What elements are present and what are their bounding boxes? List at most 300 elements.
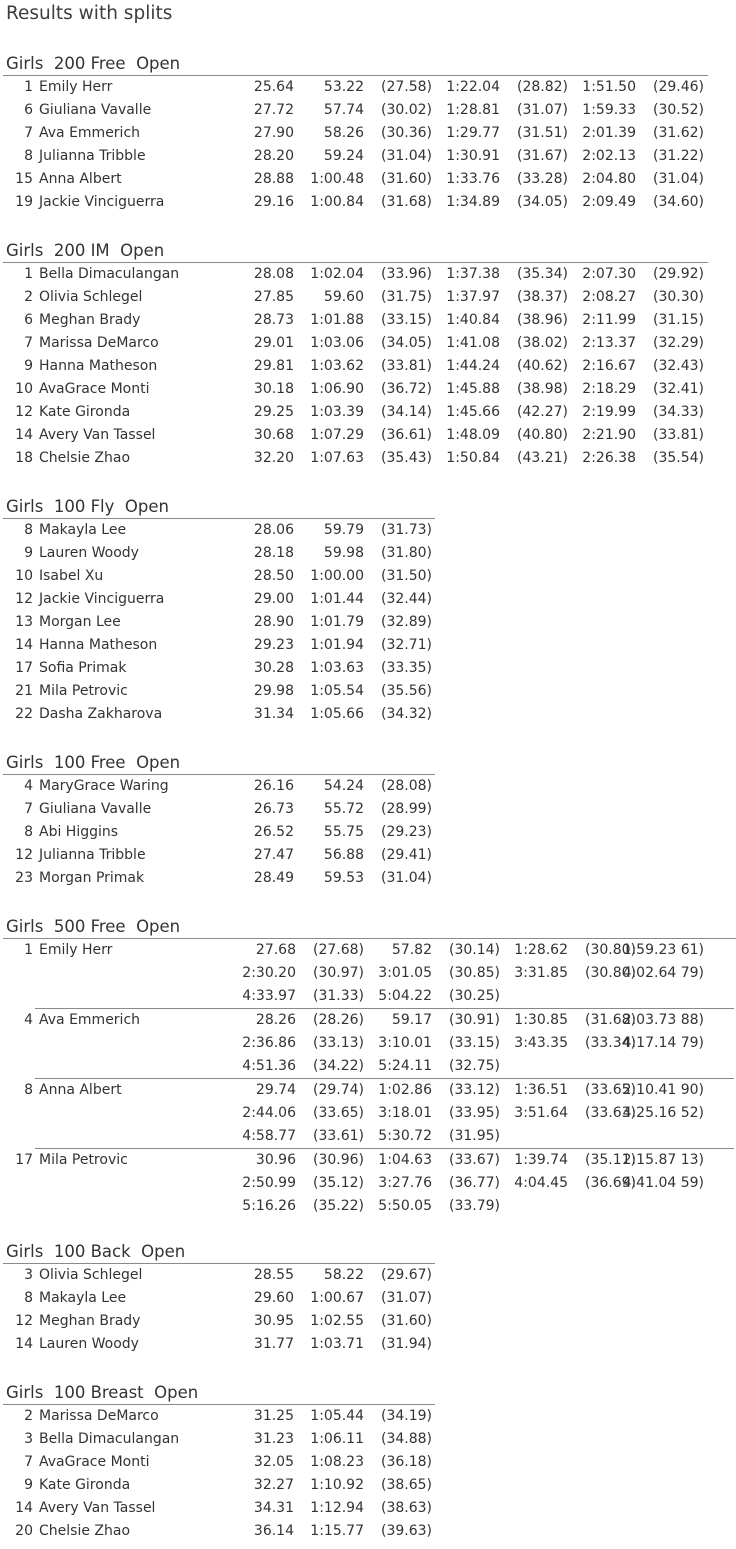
- split-time: 2:44.06: [242, 1105, 296, 1121]
- split-time: (35.22): [312, 1198, 364, 1214]
- split-time: (36.72): [380, 381, 432, 397]
- place: 12: [15, 847, 33, 863]
- split-time: (43.21): [516, 450, 568, 466]
- event-100-free: [0, 752, 435, 890]
- split-line: [0, 1125, 736, 1148]
- split-time: 25.64: [253, 79, 294, 95]
- split-time: (33.61): [312, 1128, 364, 1144]
- split-time: 28.88: [253, 171, 294, 187]
- split-time: 27.72: [253, 102, 294, 118]
- split-time: 1:00.48: [310, 171, 364, 187]
- swimmer-name: Julianna Tribble: [39, 847, 146, 863]
- split-time: (30.25): [448, 988, 500, 1004]
- split-time: (29.41): [380, 847, 432, 863]
- place: 17: [15, 660, 33, 676]
- split-time: 1:30.85: [514, 1012, 568, 1028]
- place: 7: [24, 125, 33, 141]
- split-time: (35.12): [312, 1175, 364, 1191]
- split-time: (33.13): [312, 1035, 364, 1051]
- split-time: 29.98: [253, 683, 294, 699]
- split-time: (32.29): [652, 335, 704, 351]
- split-time: (31.62): [652, 125, 704, 141]
- split-time: 30.68: [253, 427, 294, 443]
- split-time: (38.02): [516, 335, 568, 351]
- result-row: [0, 1287, 435, 1310]
- swimmer-name: Hanna Matheson: [39, 637, 158, 653]
- split-time: 5:16.26: [242, 1198, 296, 1214]
- split-time: 57.82: [391, 942, 432, 958]
- swimmer-name: Avery Van Tassel: [39, 1500, 156, 1516]
- split-time: 26.16: [253, 778, 294, 794]
- result-row: [0, 867, 435, 890]
- split-time: 28.06: [253, 522, 294, 538]
- split-time: (31.33): [312, 988, 364, 1004]
- split-time: (30.91): [448, 1012, 500, 1028]
- result-row: [0, 703, 435, 726]
- result-row: [0, 447, 708, 470]
- swimmer-name: Giuliana Vavalle: [39, 801, 152, 817]
- split-time: 3:01.05: [378, 965, 432, 981]
- split-time: 5:24.11: [378, 1058, 432, 1074]
- split-time: 5:50.05: [378, 1198, 432, 1214]
- split-time: 4:41.04 59): [622, 1175, 704, 1191]
- split-time: 1:39.74: [514, 1152, 568, 1168]
- place: 7: [24, 801, 33, 817]
- split-time: (33.35): [380, 660, 432, 676]
- split-time: 28.55: [253, 1267, 294, 1283]
- event-title: Girls 100 Back Open: [6, 1242, 186, 1261]
- split-time: 1:03.71: [310, 1336, 364, 1352]
- result-row: [0, 168, 708, 191]
- event-200-free: [0, 53, 708, 214]
- place: 8: [24, 824, 33, 840]
- split-time: 1:37.38: [446, 266, 500, 282]
- place: 6: [24, 102, 33, 118]
- split-time: 59.60: [323, 289, 364, 305]
- result-row: [0, 401, 708, 424]
- split-time: 1:12.94: [310, 1500, 364, 1516]
- split-time: (40.62): [516, 358, 568, 374]
- swimmer-name: Mila Petrovic: [39, 683, 128, 699]
- split-time: 55.75: [323, 824, 364, 840]
- split-time: 2:03.73 88): [622, 1012, 704, 1028]
- swimmer-name: Anna Albert: [39, 171, 122, 187]
- split-time: 27.47: [253, 847, 294, 863]
- split-time: 1:59.33: [582, 102, 636, 118]
- split-time: 29.01: [253, 335, 294, 351]
- split-time: 2:30.20: [242, 965, 296, 981]
- swimmer-name: Emily Herr: [39, 79, 113, 95]
- split-line: [0, 1195, 736, 1218]
- place: 12: [15, 404, 33, 420]
- split-time: 2:09.49: [582, 194, 636, 210]
- swimmer-name: Dasha Zakharova: [39, 706, 163, 722]
- split-time: 53.22: [323, 79, 364, 95]
- split-time: 2:18.29: [582, 381, 636, 397]
- split-time: 30.28: [253, 660, 294, 676]
- split-time: 28.20: [253, 148, 294, 164]
- split-time: 1:04.63: [378, 1152, 432, 1168]
- split-time: 5:04.22: [378, 988, 432, 1004]
- split-time: 59.79: [323, 522, 364, 538]
- split-time: 29.60: [253, 1290, 294, 1306]
- split-time: 29.81: [253, 358, 294, 374]
- split-time: (30.14): [448, 942, 500, 958]
- swimmer-name: Mila Petrovic: [39, 1152, 128, 1168]
- place: 8: [24, 148, 33, 164]
- place: 8: [24, 522, 33, 538]
- swimmer-name: AvaGrace Monti: [39, 381, 150, 397]
- event-500-free: [0, 916, 736, 1218]
- split-time: (34.60): [652, 194, 704, 210]
- split-line: [0, 985, 736, 1008]
- place: 12: [15, 591, 33, 607]
- swimmer-name: Isabel Xu: [39, 568, 104, 584]
- result-row: [0, 355, 708, 378]
- split-time: 1:51.50: [582, 79, 636, 95]
- split-time: 2:01.39: [582, 125, 636, 141]
- split-time: (31.73): [380, 522, 432, 538]
- place: 23: [15, 870, 33, 886]
- place: 12: [15, 1313, 33, 1329]
- split-time: 34.31: [253, 1500, 294, 1516]
- swimmer-name: Olivia Schlegel: [39, 1267, 143, 1283]
- result-row: [0, 263, 708, 286]
- result-row: [0, 1310, 435, 1333]
- split-time: (34.05): [380, 335, 432, 351]
- split-time: 28.90: [253, 614, 294, 630]
- split-time: (31.94): [380, 1336, 432, 1352]
- swimmer-name: Lauren Woody: [39, 1336, 139, 1352]
- split-time: 4:17.14 79): [622, 1035, 704, 1051]
- split-time: 29.74: [255, 1082, 296, 1098]
- split-time: (30.85): [448, 965, 500, 981]
- place: 14: [15, 1336, 33, 1352]
- split-time: 1:22.04: [446, 79, 500, 95]
- result-row: [0, 122, 708, 145]
- place: 1: [24, 942, 33, 958]
- place: 19: [15, 194, 33, 210]
- split-time: 1:15.77: [310, 1523, 364, 1539]
- result-row: [0, 1451, 435, 1474]
- split-time: (33.96): [380, 266, 432, 282]
- result-row: [0, 309, 708, 332]
- swimmer-name: Chelsie Zhao: [39, 450, 131, 466]
- split-line: [0, 1102, 736, 1125]
- place: 3: [24, 1431, 33, 1447]
- place: 1: [24, 79, 33, 95]
- split-time: 4:02.64 79): [622, 965, 704, 981]
- split-time: 4:33.97: [242, 988, 296, 1004]
- split-line: [0, 1172, 736, 1195]
- split-time: (33.81): [652, 427, 704, 443]
- split-time: 59.98: [323, 545, 364, 561]
- result-row: [0, 76, 708, 99]
- place: 7: [24, 1454, 33, 1470]
- result-row: [0, 424, 708, 447]
- split-time: (31.04): [652, 171, 704, 187]
- split-time: 1:59.23 61): [622, 942, 704, 958]
- split-time: (34.05): [516, 194, 568, 210]
- split-time: (31.15): [652, 312, 704, 328]
- split-time: 1:03.39: [310, 404, 364, 420]
- result-row: [0, 1497, 435, 1520]
- split-time: 1:05.54: [310, 683, 364, 699]
- event-title: Girls 100 Fly Open: [6, 497, 169, 516]
- result-row: [0, 99, 708, 122]
- place: 8: [24, 1290, 33, 1306]
- split-time: 1:03.62: [310, 358, 364, 374]
- split-time: (34.33): [652, 404, 704, 420]
- event-title: Girls 500 Free Open: [6, 917, 181, 936]
- split-time: (38.63): [380, 1500, 432, 1516]
- place: 17: [15, 1152, 33, 1168]
- swimmer-name: Lauren Woody: [39, 545, 139, 561]
- event-title: Girls 100 Breast Open: [6, 1383, 199, 1402]
- split-time: (27.68): [312, 942, 364, 958]
- split-time: 31.23: [253, 1431, 294, 1447]
- split-time: 2:11.99: [582, 312, 636, 328]
- split-time: 28.50: [253, 568, 294, 584]
- result-row: [0, 1474, 435, 1497]
- split-time: 1:01.94: [310, 637, 364, 653]
- result-row: [0, 611, 435, 634]
- split-time: 1:07.29: [310, 427, 364, 443]
- swimmer-name: Marissa DeMarco: [39, 1408, 159, 1424]
- swimmer-name: Bella Dimaculangan: [39, 266, 180, 282]
- split-time: 26.52: [253, 824, 294, 840]
- split-time: (34.88): [380, 1431, 432, 1447]
- split-time: 30.18: [253, 381, 294, 397]
- split-time: 29.00: [253, 591, 294, 607]
- split-time: 2:36.86: [242, 1035, 296, 1051]
- result-row: [0, 1520, 435, 1543]
- split-time: (33.15): [448, 1035, 500, 1051]
- split-time: 1:29.77: [446, 125, 500, 141]
- split-time: (30.36): [380, 125, 432, 141]
- result-row: [0, 378, 708, 401]
- split-time: (31.07): [516, 102, 568, 118]
- split-time: 1:44.24: [446, 358, 500, 374]
- split-time: (35.56): [380, 683, 432, 699]
- split-time: 1:06.90: [310, 381, 364, 397]
- split-time: 1:06.11: [310, 1431, 364, 1447]
- place: 4: [24, 778, 33, 794]
- split-time: (30.52): [652, 102, 704, 118]
- split-time: (32.75): [448, 1058, 500, 1074]
- split-line: [0, 962, 736, 985]
- split-time: (29.46): [652, 79, 704, 95]
- split-time: (31.80): [380, 545, 432, 561]
- split-time: 1:48.09: [446, 427, 500, 443]
- swimmer-name: Marissa DeMarco: [39, 335, 159, 351]
- split-time: (32.89): [380, 614, 432, 630]
- event-100-back: [0, 1241, 435, 1356]
- split-time: 27.85: [253, 289, 294, 305]
- split-time: 1:03.06: [310, 335, 364, 351]
- result-row: [0, 657, 435, 680]
- event-title: Girls 200 IM Open: [6, 241, 165, 260]
- swimmer-name: Hanna Matheson: [39, 358, 158, 374]
- place: 9: [24, 545, 33, 561]
- split-time: 1:30.91: [446, 148, 500, 164]
- split-time: (32.44): [380, 591, 432, 607]
- split-time: 29.16: [253, 194, 294, 210]
- split-time: (30.02): [380, 102, 432, 118]
- place: 3: [24, 1267, 33, 1283]
- split-time: (27.58): [380, 79, 432, 95]
- split-time: 1:41.08: [446, 335, 500, 351]
- place: 14: [15, 1500, 33, 1516]
- split-time: (38.37): [516, 289, 568, 305]
- swimmer-name: Olivia Schlegel: [39, 289, 143, 305]
- swimmer-name: Avery Van Tassel: [39, 427, 156, 443]
- split-time: 56.88: [323, 847, 364, 863]
- split-time: 1:00.84: [310, 194, 364, 210]
- split-time: 1:33.76: [446, 171, 500, 187]
- place: 1: [24, 266, 33, 282]
- split-time: (34.14): [380, 404, 432, 420]
- split-time: (30.30): [652, 289, 704, 305]
- event-100-breast: [0, 1382, 435, 1543]
- split-time: 28.26: [255, 1012, 296, 1028]
- event-100-fly: [0, 496, 435, 726]
- split-time: 57.74: [323, 102, 364, 118]
- split-time: 2:02.13: [582, 148, 636, 164]
- split-time: (31.68): [380, 194, 432, 210]
- swimmer-name: Chelsie Zhao: [39, 1523, 131, 1539]
- split-time: 4:51.36: [242, 1058, 296, 1074]
- swimmer-name: Morgan Lee: [39, 614, 121, 630]
- result-row: [0, 1264, 435, 1287]
- place: 9: [24, 358, 33, 374]
- split-time: 3:31.85: [514, 965, 568, 981]
- swimmer-name: Ava Emmerich: [39, 1012, 141, 1028]
- split-time: (32.71): [380, 637, 432, 653]
- split-time: (35.34): [516, 266, 568, 282]
- split-time: 1:00.67: [310, 1290, 364, 1306]
- split-time: (36.77): [448, 1175, 500, 1191]
- split-time: 2:10.41 90): [622, 1082, 704, 1098]
- split-time: (28.99): [380, 801, 432, 817]
- split-time: 1:34.89: [446, 194, 500, 210]
- result-row: [0, 519, 435, 542]
- place: 9: [24, 1477, 33, 1493]
- split-time: (33.12): [448, 1082, 500, 1098]
- swimmer-name: Emily Herr: [39, 942, 113, 958]
- split-time: (31.68): [584, 1012, 636, 1028]
- split-line: [0, 1149, 736, 1172]
- swimmer-name: Meghan Brady: [39, 1313, 141, 1329]
- split-time: (31.95): [448, 1128, 500, 1144]
- split-time: (39.63): [380, 1523, 432, 1539]
- split-time: (31.67): [516, 148, 568, 164]
- swimmer-name: Julianna Tribble: [39, 148, 146, 164]
- split-time: (38.98): [516, 381, 568, 397]
- split-time: (33.67): [448, 1152, 500, 1168]
- split-time: (31.04): [380, 148, 432, 164]
- split-time: 1:36.51: [514, 1082, 568, 1098]
- place: 6: [24, 312, 33, 328]
- split-line: [0, 1055, 736, 1078]
- split-time: (42.27): [516, 404, 568, 420]
- split-time: 59.53: [323, 870, 364, 886]
- result-row: [0, 634, 435, 657]
- split-time: 1:01.44: [310, 591, 364, 607]
- split-time: 28.18: [253, 545, 294, 561]
- split-time: (31.50): [380, 568, 432, 584]
- split-time: 1:50.84: [446, 450, 500, 466]
- split-time: 28.73: [253, 312, 294, 328]
- split-time: (34.32): [380, 706, 432, 722]
- split-time: (36.69): [584, 1175, 636, 1191]
- split-time: 1:05.66: [310, 706, 364, 722]
- split-time: (35.11): [584, 1152, 636, 1168]
- split-time: (33.65): [584, 1082, 636, 1098]
- split-time: 5:30.72: [378, 1128, 432, 1144]
- split-time: (40.80): [516, 427, 568, 443]
- swimmer-name: Abi Higgins: [39, 824, 119, 840]
- split-time: 31.25: [253, 1408, 294, 1424]
- swimmer-name: Makayla Lee: [39, 522, 127, 538]
- split-time: 3:51.64: [514, 1105, 568, 1121]
- split-time: (31.22): [652, 148, 704, 164]
- split-time: (29.92): [652, 266, 704, 282]
- split-time: 2:26.38: [582, 450, 636, 466]
- split-time: (31.04): [380, 870, 432, 886]
- place: 2: [24, 289, 33, 305]
- split-time: (35.54): [652, 450, 704, 466]
- split-time: 1:28.62: [514, 942, 568, 958]
- split-time: (33.28): [516, 171, 568, 187]
- swimmer-name: Bella Dimaculangan: [39, 1431, 180, 1447]
- split-time: 26.73: [253, 801, 294, 817]
- split-time: 30.95: [253, 1313, 294, 1329]
- split-time: 54.24: [323, 778, 364, 794]
- split-time: (35.43): [380, 450, 432, 466]
- place: 7: [24, 335, 33, 351]
- swimmer-name: Jackie Vinciguerra: [39, 591, 165, 607]
- split-time: 36.14: [253, 1523, 294, 1539]
- swimmer-name: Sofia Primak: [39, 660, 127, 676]
- result-row: [0, 565, 435, 588]
- result-row: [0, 1405, 435, 1428]
- split-time: 3:27.76: [378, 1175, 432, 1191]
- swimmer-name: Meghan Brady: [39, 312, 141, 328]
- place: 4: [24, 1012, 33, 1028]
- place: 14: [15, 637, 33, 653]
- split-time: 2:08.27: [582, 289, 636, 305]
- split-time: 1:02.04: [310, 266, 364, 282]
- result-row: [0, 145, 708, 168]
- split-time: 1:01.88: [310, 312, 364, 328]
- split-time: 1:28.81: [446, 102, 500, 118]
- split-time: 2:50.99: [242, 1175, 296, 1191]
- split-line: [0, 1009, 736, 1032]
- swimmer-name: Morgan Primak: [39, 870, 145, 886]
- split-time: 29.25: [253, 404, 294, 420]
- result-row: [0, 821, 435, 844]
- split-time: 27.90: [253, 125, 294, 141]
- split-time: 3:18.01: [378, 1105, 432, 1121]
- split-time: 31.77: [253, 1336, 294, 1352]
- swimmer-name: Anna Albert: [39, 1082, 122, 1098]
- split-time: 1:40.84: [446, 312, 500, 328]
- swimmer-name: Jackie Vinciguerra: [39, 194, 165, 210]
- split-time: 32.20: [253, 450, 294, 466]
- place: 14: [15, 427, 33, 443]
- event-200-im: [0, 240, 708, 470]
